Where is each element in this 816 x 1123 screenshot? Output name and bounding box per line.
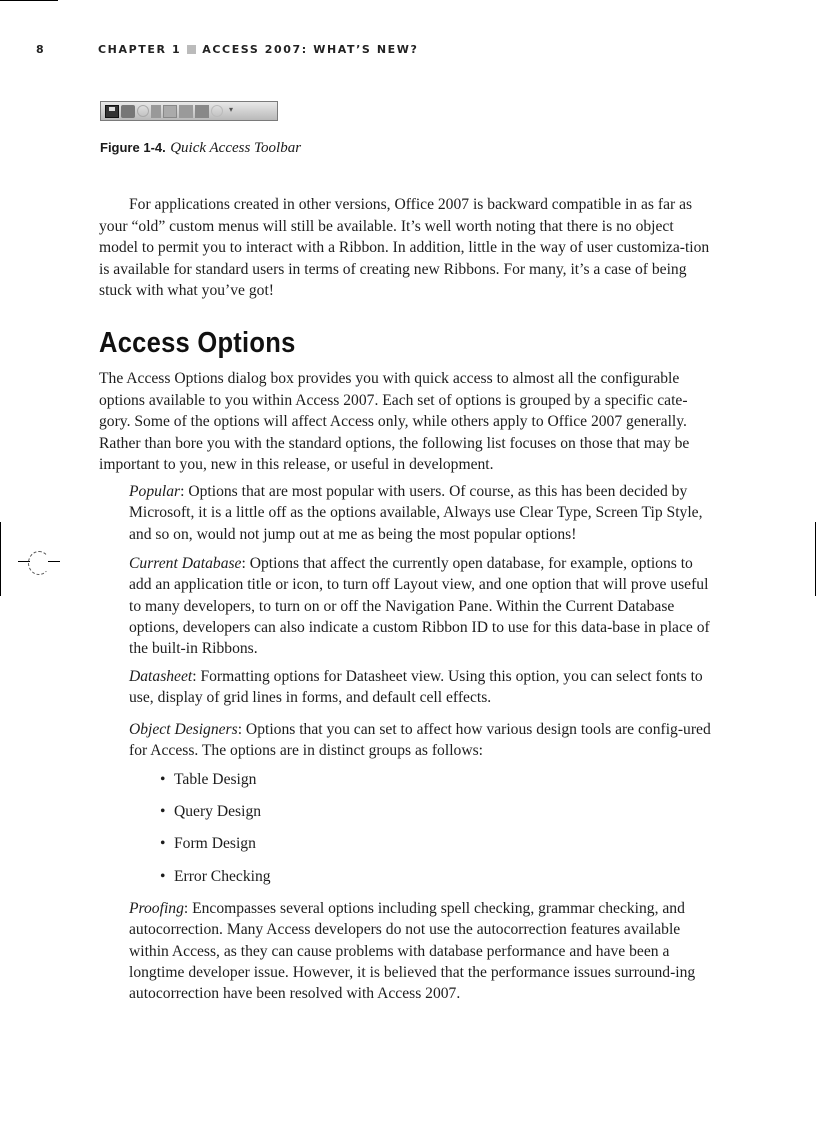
- page-number: 8: [36, 43, 46, 56]
- entry-text: : Options that affect the currently open database, for example, options to add an application title or icon, to turn off Layout view, and one option that will prove useful to many developers, to turn on or off the Navigation Pane. Within the Current Database options, developers can also indicate a custom Ribbon ID to use for this data-base in place of the built-in Ribbons.: [129, 555, 710, 658]
- option-entry-object-designers: [129, 719, 717, 762]
- paste-icon: [179, 105, 193, 118]
- running-head: [36, 43, 419, 56]
- entry-term: Proofing: [129, 900, 184, 917]
- bullet-icon: •: [160, 835, 166, 853]
- option-entry-popular: [129, 481, 717, 545]
- option-entry-current-database: [129, 553, 717, 659]
- designer-groups-list: [160, 769, 271, 898]
- option-entry-proofing: [129, 898, 717, 1004]
- section-paragraph-block: [99, 368, 714, 476]
- figure-label: Figure 1-4.: [100, 140, 166, 155]
- section-paragraph: The Access Options dialog box provides you with quick access to almost all the configurable options available to you within Access 2007. Each set of options is grouped by a specific cate-gory. Some of the options will affect Access only, while others apply to Office 2007 generally. Rather than bore you with the standard options, the following list focuses on those that may be important to you, new in this release, or useful in development.: [99, 370, 690, 473]
- list-item: • Query Design: [160, 801, 271, 833]
- bullet-icon: •: [160, 803, 166, 821]
- undo-icon: [137, 105, 149, 117]
- chapter-title: ACCESS 2007: WHAT’S NEW?: [202, 43, 419, 56]
- save-icon: [105, 105, 119, 118]
- redo-icon: [211, 105, 223, 117]
- entry-term: Datasheet: [129, 668, 193, 685]
- entry-term: Popular: [129, 483, 181, 500]
- bullet-icon: •: [160, 771, 166, 788]
- entry-term: Object Designers: [129, 721, 238, 738]
- quick-access-toolbar-figure: [100, 101, 278, 121]
- entry-text: : Options that are most popular with users. Of course, as this has been decided by Microsoft, it is a little off as the options available, Always use Clear Type, Screen Tip Style, and so on, would not jump out at me as being the most popular options!: [129, 483, 703, 543]
- intro-paragraph-block: [99, 194, 714, 302]
- list-item: • Error Checking: [160, 866, 271, 898]
- bullet-icon: •: [160, 867, 166, 885]
- separator-square-icon: [187, 45, 196, 54]
- list-item: • Form Design: [160, 833, 271, 865]
- copy-icon: [163, 105, 177, 118]
- intro-paragraph: For applications created in other versions, Office 2007 is backward compatible in as far as your “old” custom menus will still be available. It’s well worth noting that there is no object model to permit you to interact with a Ribbon. In addition, little in the way of user customiza-tion is available for standard users in terms of creating new Ribbons. For many, it’s a case of being stuck with what you’ve got!: [99, 196, 710, 299]
- cut-icon: [151, 105, 161, 118]
- entry-text: : Formatting options for Datasheet view. Using this option, you can select fonts to use, display of grid lines in forms, and default cell effects.: [129, 668, 703, 707]
- section-heading: Access Options: [99, 327, 296, 359]
- chapter-label: CHAPTER 1: [98, 43, 182, 56]
- figure-title: Quick Access Toolbar: [170, 140, 302, 156]
- crop-mark-left: [0, 522, 1, 596]
- entry-term: Current Database: [129, 555, 242, 572]
- entry-text: : Options that you can set to affect how various design tools are config-ured for Access. The options are in distinct groups as follows:: [129, 721, 711, 760]
- figure-caption: [100, 140, 301, 157]
- registration-mark-icon: [28, 551, 50, 575]
- option-entry-datasheet: [129, 666, 717, 709]
- entry-text: : Encompasses several options including spell checking, grammar checking, and autocorrection. Many Access developers do not use the autocorrection features available within Access, as they can cause problems with database performance and have been a longtime developer issue. However, it is believed that the performance issues surround-ing autocorrection have been resolved with Access 2007.: [129, 900, 696, 1003]
- list-item: • Table Design: [160, 769, 271, 801]
- print-icon: [121, 105, 135, 118]
- crop-mark-top: [0, 0, 58, 1]
- registration-dash-right: [48, 561, 60, 562]
- format-painter-icon: [195, 105, 209, 118]
- dropdown-icon: ▾: [228, 104, 233, 114]
